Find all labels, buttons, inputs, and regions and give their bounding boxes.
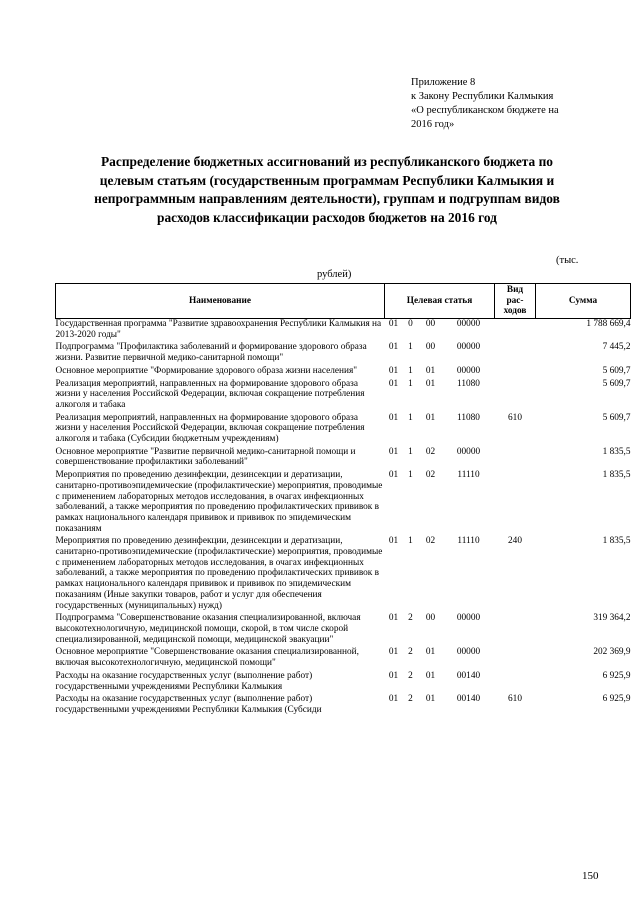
row-code-event: 01 [425, 694, 436, 705]
row-code-program: 01 [388, 342, 399, 353]
row-sum: 1 788 669,4 [586, 319, 631, 329]
row-code-subprogram: 1 [408, 536, 413, 547]
row-code-program: 01 [388, 536, 399, 547]
row-name: Мероприятия по проведению дезинфекции, дезинсекции и дератизации, санитарно-противоэпидемические (профилактические) мероприятия, проводимые с применением лабораторных методов исследования, в очагах инфекционных заболеваний, а также мероприятия по проведению профилактических прививок в рамках национального календаря прививок и прививок по эпидемическим показаниям [55, 470, 383, 534]
table-row [56, 342, 631, 365]
row-code-direction: 00140 [456, 694, 481, 705]
table-row [56, 671, 631, 694]
row-code-subprogram: 2 [408, 613, 413, 624]
row-code-subprogram: 1 [408, 446, 413, 457]
table-header-row [56, 284, 631, 319]
row-expense-kind: 240 [508, 536, 522, 547]
row-code-direction: 11110 [457, 470, 480, 481]
row-sum: 1 835,5 [602, 446, 631, 457]
row-sum: 5 609,7 [602, 412, 631, 423]
table-row [56, 536, 631, 613]
row-name: Основное мероприятие "Формирование здорового образа жизни населения" [55, 365, 358, 376]
header-expense-kind-line2: рас- [506, 295, 524, 306]
row-code-program: 01 [388, 378, 399, 389]
row-name: Реализация мероприятий, направленных на формирование здорового образа жизни у населения Российской Федерации, включая сокращение потребления алкоголя и табака (Субсидии бюджетным учреждениям) [55, 412, 365, 445]
table-row [56, 694, 631, 717]
row-code-program: 01 [388, 613, 399, 624]
row-code-direction: 00000 [456, 342, 481, 353]
document-title: Распределение бюджетных ассигнований из республиканского бюджета по целевым статьям (государственным программам Республики Калмыкия и непрограммным направлениям деятельности), группам и подгруппам видов расходов классификации расходов бюджетов на 2016 год [94, 154, 560, 225]
row-name: Расходы на оказание государственных услуг (выполнение работ) государственными учреждениями Республики Калмыкия [55, 670, 313, 692]
row-expense-kind [495, 366, 536, 379]
row-code-program: 01 [388, 670, 399, 681]
row-sum: 1 835,5 [602, 536, 631, 547]
units-note-part2: рублей) [317, 269, 352, 280]
row-code-event: 00 [425, 319, 436, 329]
row-expense-kind [495, 613, 536, 647]
row-expense-kind: 610 [508, 694, 522, 705]
row-sum: 1 835,5 [602, 470, 631, 481]
row-code-subprogram: 2 [408, 647, 413, 658]
appendix-line: «О республиканском бюджете на [411, 105, 559, 116]
row-code-program: 01 [388, 319, 399, 329]
row-name: Государственная программа "Развитие здравоохранения Республики Калмыкия на 2013-2020 годы" [55, 319, 382, 340]
row-sum: 319 364,2 [593, 613, 631, 624]
row-name: Основное мероприятие "Развитие первичной медико-санитарной помощи и совершенствование профилактики заболеваний" [55, 446, 356, 468]
row-code-program: 01 [388, 470, 399, 481]
row-code-program: 01 [388, 694, 399, 705]
row-name: Мероприятия по проведению дезинфекции, дезинсекции и дератизации, санитарно-противоэпидемические (профилактические) мероприятия, проводимые с применением лабораторных методов исследования, в очагах инфекционных заболеваний, а также мероприятия по проведению профилактических прививок в рамках национального календаря прививок и прививок по эпидемическим показаниям (Иные закупки товаров, работ и услуг для обеспечения государственных (муниципальных) нужд) [55, 536, 383, 611]
row-name: Реализация мероприятий, направленных на формирование здорового образа жизни у населения Российской Федерации, включая сокращение потребления алкоголя и табака [55, 378, 365, 410]
row-expense-kind: 610 [508, 412, 522, 423]
row-sum: 5 609,7 [602, 365, 631, 376]
header-expense-kind [495, 284, 536, 319]
row-code-subprogram: 1 [408, 365, 413, 376]
row-code-subprogram: 1 [408, 378, 413, 389]
row-sum: 202 369,9 [593, 647, 631, 658]
row-code-direction: 11110 [457, 536, 480, 547]
row-code-direction: 00000 [456, 647, 481, 658]
row-code-program: 01 [388, 647, 399, 658]
appendix-caption [411, 76, 606, 132]
row-code-event: 02 [425, 446, 436, 457]
row-code-direction: 11080 [457, 412, 480, 423]
table-row [56, 447, 631, 470]
row-code-subprogram: 0 [408, 319, 413, 329]
row-expense-kind [495, 447, 536, 470]
row-expense-kind [495, 342, 536, 365]
table-row [56, 470, 631, 536]
row-code-program: 01 [388, 446, 399, 457]
row-name: Расходы на оказание государственных услуг (выполнение работ) государственными учреждениями Республики Калмыкия (Субсиди [55, 694, 322, 715]
row-code-event: 02 [425, 536, 436, 547]
table-row [56, 613, 631, 647]
row-code-event: 01 [425, 378, 436, 389]
header-sum: Сумма [536, 284, 631, 319]
row-name: Подпрограмма "Профилактика заболеваний и формирование здорового образа жизни. Развитие первичной медико-санитарной помощи" [55, 342, 367, 364]
row-sum: 6 925,9 [602, 670, 631, 681]
row-code-event: 01 [425, 670, 436, 681]
row-code-subprogram: 1 [408, 412, 413, 423]
row-code-subprogram: 2 [408, 694, 413, 705]
row-sum: 5 609,7 [602, 378, 631, 389]
units-note-part1: (тыс. [556, 255, 579, 266]
row-code-program: 01 [388, 412, 399, 423]
row-name: Основное мероприятие "Совершенствование оказания специализированной, включая высокотехнологичную, медицинской помощи" [55, 647, 359, 669]
row-code-direction: 00000 [456, 613, 481, 624]
row-code-direction: 11080 [457, 378, 480, 389]
row-code-event: 02 [425, 470, 436, 481]
row-code-event: 01 [425, 647, 436, 658]
table-row [56, 319, 631, 343]
row-expense-kind [495, 647, 536, 670]
appendix-line: Приложение 8 [411, 77, 476, 88]
budget-table [55, 283, 631, 718]
row-code-direction: 00140 [456, 670, 481, 681]
appendix-line: к Закону Республики Калмыкия [411, 91, 554, 102]
row-code-subprogram: 2 [408, 670, 413, 681]
row-code-direction: 00000 [456, 319, 481, 329]
row-code-subprogram: 1 [408, 470, 413, 481]
row-expense-kind [495, 319, 536, 343]
table-row [56, 379, 631, 413]
table-row [56, 647, 631, 670]
row-expense-kind [495, 470, 536, 536]
row-expense-kind [495, 671, 536, 694]
row-code-event: 01 [425, 412, 436, 423]
row-code-subprogram: 1 [408, 342, 413, 353]
row-code-event: 00 [425, 342, 436, 353]
page-number: 150 [582, 870, 599, 882]
header-expense-kind-line3: ходов [503, 306, 527, 317]
header-name: Наименование [56, 284, 385, 319]
appendix-line: 2016 год» [411, 119, 455, 130]
table-row [56, 366, 631, 379]
table-row [56, 413, 631, 447]
row-sum: 7 445,2 [602, 342, 631, 353]
row-code-event: 00 [425, 613, 436, 624]
row-code-event: 01 [425, 365, 436, 376]
header-target-article: Целевая статья [385, 284, 495, 319]
row-code-direction: 00000 [456, 446, 481, 457]
row-code-direction: 00000 [456, 365, 481, 376]
row-name: Подпрограмма "Совершенствование оказания специализированной, включая высокотехнологичную, медицинской помощи, скорой, в том числе скорой специализированной, медицинской помощи, медицинской эвакуации" [55, 613, 361, 645]
row-sum: 6 925,9 [602, 694, 631, 705]
row-expense-kind [495, 379, 536, 413]
row-code-program: 01 [388, 365, 399, 376]
header-expense-kind-line1: Вид [506, 284, 524, 295]
